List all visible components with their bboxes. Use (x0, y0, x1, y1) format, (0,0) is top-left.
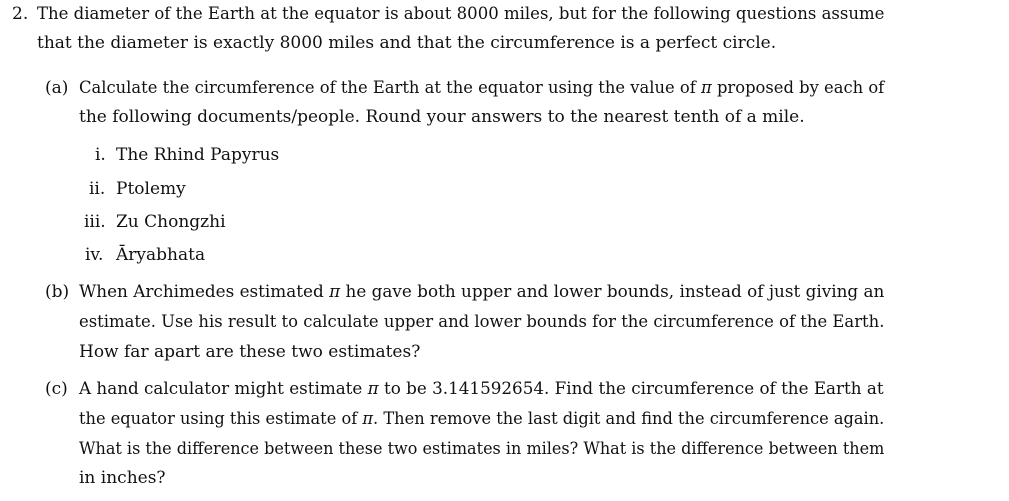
problem-number: 2. (12, 4, 29, 24)
part-a-line2: the following documents/people. Round your answers to the nearest tenth of a mile. (79, 107, 805, 127)
item-text-ptolemy: Ptolemy (116, 179, 186, 199)
item-label-i: i. (95, 145, 106, 165)
part-b-label: (b) (45, 282, 70, 302)
part-c-line1 (79, 378, 884, 400)
part-a-line1-text-end: proposed by each of (716, 78, 885, 98)
pi-symbol: π (362, 409, 374, 429)
pi-symbol: π (700, 78, 712, 98)
part-b-line1-text: When Archimedes estimated (79, 282, 324, 302)
part-c-line2-text: the equator using this estimate of (79, 409, 358, 429)
item-text-rhind-papyrus: The Rhind Papyrus (116, 145, 280, 165)
part-a-line1 (79, 77, 884, 99)
part-c-label: (c) (45, 379, 68, 399)
item-label-iii: iii. (84, 212, 106, 232)
part-c-line1-text: A hand calculator might estimate (79, 379, 363, 399)
part-c-line1-text-end: to be 3.141592654. Find the circumference of the Earth at (384, 379, 884, 399)
part-a-line1-text: Calculate the circumference of the Earth at the equator using the value of (79, 78, 696, 98)
part-b-line1 (79, 281, 884, 303)
item-text-zu-chongzhi: Zu Chongzhi (116, 212, 226, 232)
part-b-line1-text-end: he gave both upper and lower bounds, instead of just giving an (345, 282, 885, 302)
problem-intro-line2: that the diameter is exactly 8000 miles and that the circumference is a perfect circle. (37, 33, 777, 53)
item-text-aryabhata: Āryabhata (116, 245, 206, 265)
part-c-line2-text-end: . Then remove the last digit and find the circumference again. (373, 409, 885, 429)
part-c-line4: in inches? (79, 468, 166, 488)
part-b-line2: estimate. Use his result to calculate upper and lower bounds for the circumference of the Earth. (79, 312, 885, 332)
part-a-label: (a) (45, 78, 69, 98)
part-c-line3: What is the difference between these two estimates in miles? What is the difference between them (79, 439, 885, 459)
item-label-ii: ii. (89, 179, 106, 199)
part-c-line2 (79, 408, 884, 430)
problem-intro-line1: The diameter of the Earth at the equator is about 8000 miles, but for the following questions assume (37, 4, 885, 24)
pi-symbol: π (367, 379, 379, 399)
pi-symbol: π (329, 282, 341, 302)
item-label-iv: iv. (85, 245, 104, 265)
part-b-line3: How far apart are these two estimates? (79, 342, 421, 362)
